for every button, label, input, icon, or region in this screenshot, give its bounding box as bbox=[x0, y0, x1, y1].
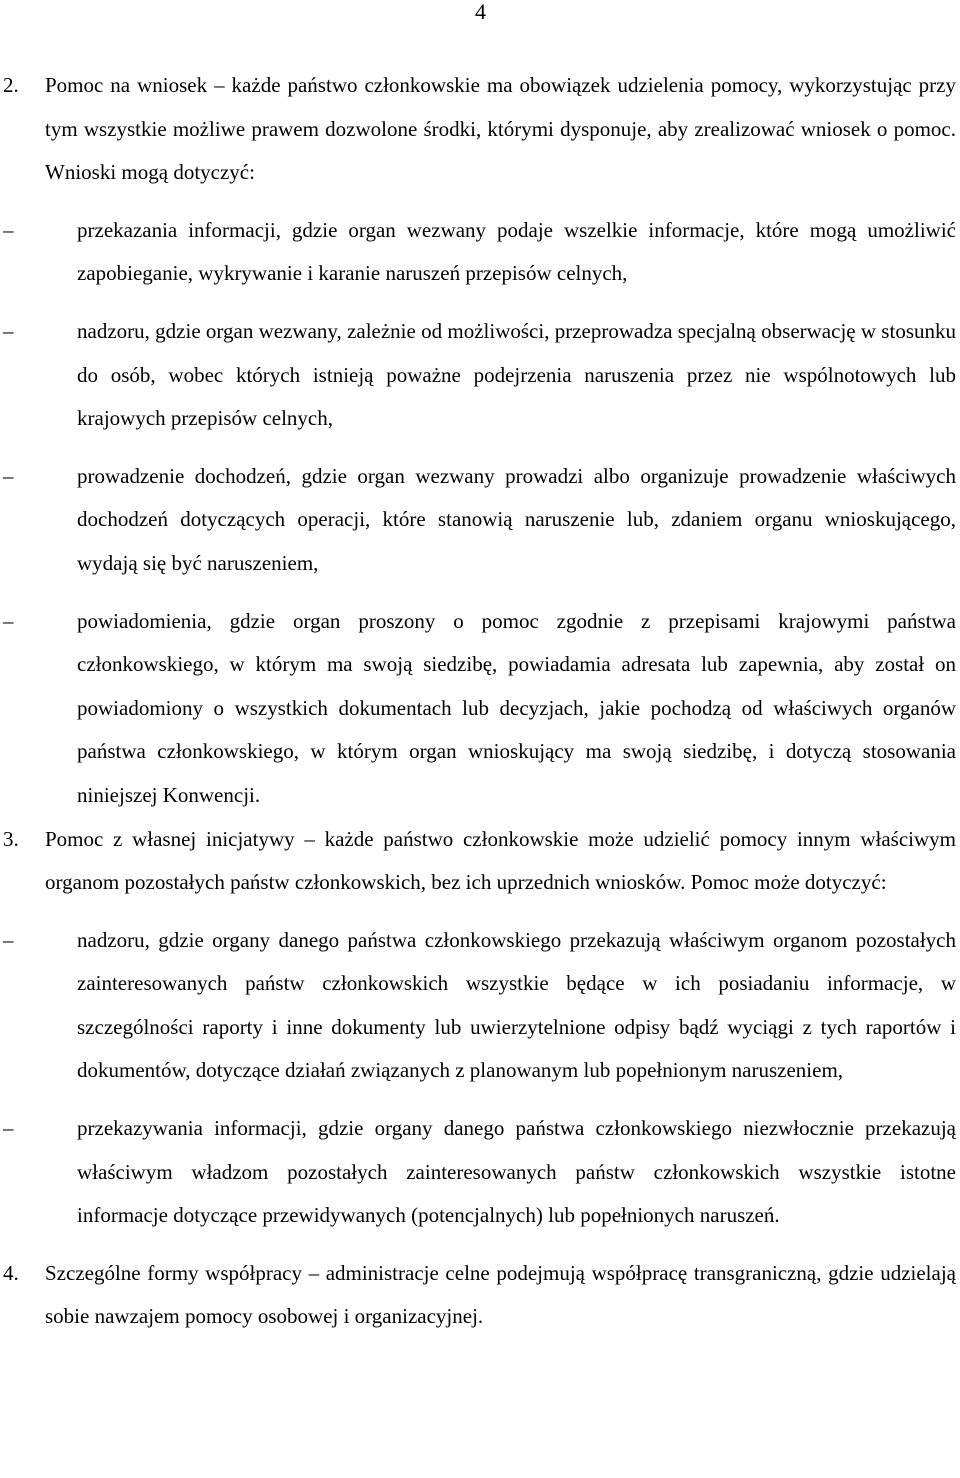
list-item bbox=[0, 919, 960, 1093]
list-item bbox=[0, 455, 960, 586]
dash-bullet: – bbox=[3, 608, 14, 633]
paragraph-text: Pomoc z własnej inicjatywy – każde państwo członkowskie może udzielić pomocy innym właściwym organom pozostałych państw członkowskich, bez ich uprzednich wniosków. Pomoc może dotyczyć: bbox=[45, 826, 956, 895]
list-item bbox=[0, 1107, 960, 1238]
dash-bullet: – bbox=[3, 318, 14, 343]
list-item-text: przekazywania informacji, gdzie organy danego państwa członkowskiego niezwłocznie przekazują właściwym władzom pozostałych zainteresowanych państw członkowskich wszystkie istotne informacje dotyczące przewidywanych (potencjalnych) lub popełnionych naruszeń. bbox=[77, 1116, 956, 1228]
list-item-text: prowadzenie dochodzeń, gdzie organ wezwany prowadzi albo organizuje prowadzenie właściwych dochodzeń dotyczących operacji, które stanowią naruszenie lub, zdaniem organu wnioskującego, wydają się być naruszeniem, bbox=[77, 463, 956, 575]
paragraph-number: 4. bbox=[3, 1260, 19, 1285]
list-item-text: przekazania informacji, gdzie organ wezwany podaje wszelkie informacje, które mogą umożliwić zapobieganie, wykrywanie i karanie naruszeń przepisów celnych, bbox=[77, 217, 956, 286]
list-item-text: powiadomienia, gdzie organ proszony o pomoc zgodnie z przepisami krajowymi państwa członkowskiego, w którym ma swoją siedzibę, powiadamia adresata lub zapewnia, aby został on powiadomiony o wszystkich dokumentach lub decyzjach, jakie pochodzą od właściwych organów państwa członkowskiego, w którym organ wnioskujący ma swoją siedzibę, i dotyczą stosowania niniejszej Konwencji. bbox=[77, 608, 956, 807]
list-item bbox=[0, 209, 960, 296]
paragraph-number: 3. bbox=[3, 826, 19, 851]
paragraph-2 bbox=[0, 64, 960, 195]
paragraph-3 bbox=[0, 818, 960, 905]
paragraph-text: Pomoc na wniosek – każde państwo członkowskie ma obowiązek udzielenia pomocy, wykorzystując przy tym wszystkie możliwe prawem dozwolone środki, którymi dysponuje, aby zrealizować wniosek o pomoc. Wnioski mogą dotyczyć: bbox=[45, 73, 956, 185]
dash-bullet: – bbox=[3, 927, 14, 952]
page-number: 4 bbox=[475, 0, 486, 24]
paragraph-number: 2. bbox=[3, 73, 19, 97]
list-item bbox=[0, 310, 960, 441]
paragraph-text: Szczególne formy współpracy – administracje celne podejmują współpracę transgraniczną, gdzie udzielają sobie nawzajem pomocy osobowej i organizacyjnej. bbox=[45, 1260, 956, 1329]
document-body bbox=[0, 64, 960, 1339]
list-item bbox=[0, 600, 960, 818]
paragraph-4 bbox=[0, 1252, 960, 1339]
list-item-text: nadzoru, gdzie organ wezwany, zależnie od możliwości, przeprowadza specjalną obserwację w stosunku do osób, wobec których istnieją poważne podejrzenia naruszenia przez nie wspólnotowych lub krajowych przepisów celnych, bbox=[77, 318, 956, 431]
list-item-text: nadzoru, gdzie organy danego państwa członkowskiego przekazują właściwym organom pozostałych zainteresowanych państw członkowskich wszystkie będące w ich posiadaniu informacje, w szczególności raporty i inne dokumenty lub uwierzytelnione odpisy bądź wyciągi z tych raportów i dokumentów, dotyczące działań związanych z planowanym lub popełnionym naruszeniem, bbox=[77, 927, 956, 1083]
dash-bullet: – bbox=[3, 1116, 14, 1141]
dash-bullet: – bbox=[3, 463, 14, 488]
dash-bullet: – bbox=[3, 217, 14, 242]
